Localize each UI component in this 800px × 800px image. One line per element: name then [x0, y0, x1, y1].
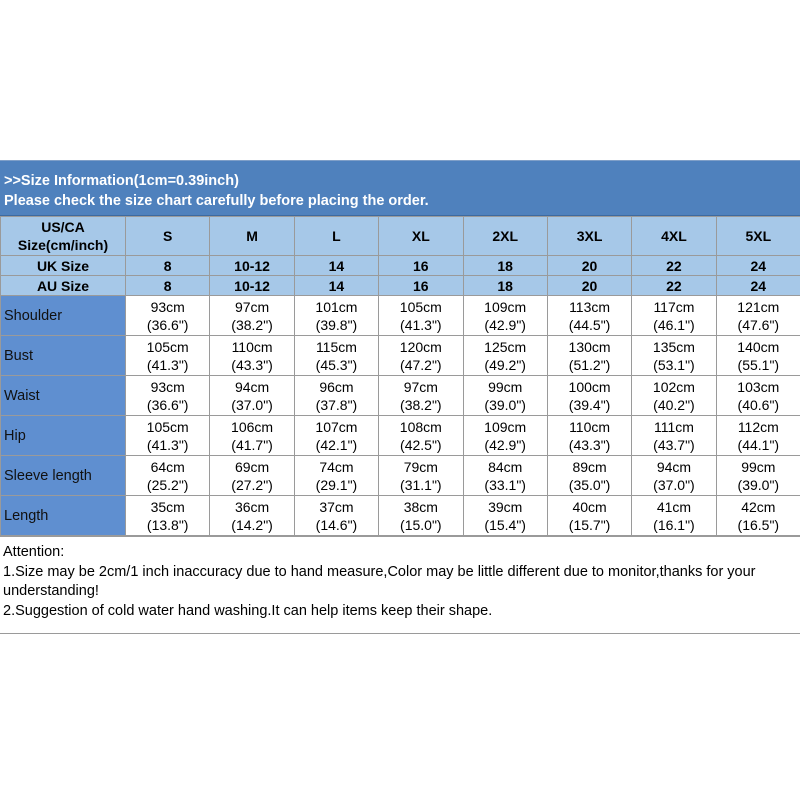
measurement-cell — [547, 496, 631, 536]
cm-value: 109cm — [484, 298, 527, 315]
cm-value: 110cm — [231, 338, 273, 355]
inch-value: (37.8") — [315, 396, 358, 413]
inch-value: (44.5") — [568, 316, 611, 333]
cm-value: 106cm — [231, 418, 274, 435]
cm-value: 40cm — [572, 498, 607, 515]
measurement-cell — [294, 336, 378, 376]
inch-value: (36.6") — [146, 316, 189, 333]
inch-value: (47.6") — [737, 316, 780, 333]
inch-value: (37.0") — [653, 476, 695, 493]
inch-value: (39.0") — [737, 476, 780, 493]
au-size-cell: 10-12 — [210, 276, 294, 296]
inch-value: (43.3") — [231, 356, 273, 373]
inch-value: (49.2") — [484, 356, 526, 373]
measurement-cell — [210, 456, 294, 496]
uk-size-cell: 10-12 — [210, 256, 294, 276]
measurement-cell — [126, 496, 210, 536]
measurement-cell — [294, 376, 378, 416]
cm-value: 105cm — [146, 338, 189, 355]
measurement-cell — [716, 336, 800, 376]
measurement-cell — [379, 416, 463, 456]
measurement-label: Sleeve length — [1, 456, 126, 496]
cm-value: 36cm — [234, 498, 270, 515]
cm-value: 110cm — [569, 418, 611, 435]
inch-value: (47.2") — [400, 356, 442, 373]
measurement-row — [1, 496, 800, 536]
inch-value: (41.3") — [146, 356, 189, 373]
measurement-row — [1, 416, 800, 456]
inch-value: (16.5") — [737, 516, 780, 533]
inch-value: (15.7") — [568, 516, 611, 533]
inch-value: (41.3") — [400, 316, 442, 333]
measurement-cell — [379, 496, 463, 536]
inch-value: (16.1") — [653, 516, 695, 533]
us-size-label-line2: Size(cm/inch) — [17, 237, 109, 253]
inch-value: (39.8") — [315, 316, 358, 333]
measurement-cell — [632, 416, 716, 456]
measurement-cell — [126, 416, 210, 456]
uk-size-cell: 8 — [126, 256, 210, 276]
size-header-cell: S — [126, 217, 210, 256]
measurement-cell — [632, 376, 716, 416]
au-size-cell: 24 — [716, 276, 800, 296]
measurement-cell — [463, 416, 547, 456]
uk-size-row — [1, 256, 800, 276]
cm-value: 64cm — [150, 458, 185, 475]
cm-value: 99cm — [488, 378, 523, 395]
au-size-label: AU Size — [1, 276, 126, 296]
attention-note-2: 2.Suggestion of cold water hand washing.It can help items keep their shape. — [3, 602, 493, 619]
cm-value: 113cm — [569, 298, 611, 315]
cm-value: 109cm — [484, 418, 527, 435]
measurement-cell — [463, 456, 547, 496]
measurement-cell — [547, 456, 631, 496]
measurement-cell — [716, 496, 800, 536]
size-header-cell: 4XL — [632, 217, 716, 256]
cm-value: 125cm — [484, 338, 527, 355]
cm-value: 97cm — [234, 298, 270, 315]
cm-value: 120cm — [399, 338, 442, 355]
size-chart-sheet — [0, 160, 800, 634]
cm-value: 102cm — [652, 378, 695, 395]
cm-value: 94cm — [656, 458, 692, 475]
inch-value: (51.2") — [568, 356, 611, 373]
inch-value: (43.3") — [568, 436, 611, 453]
inch-value: (41.7") — [231, 436, 273, 453]
uk-size-cell: 20 — [547, 256, 631, 276]
inch-value: (41.3") — [146, 436, 189, 453]
inch-value: (46.1") — [653, 316, 695, 333]
au-size-cell: 22 — [632, 276, 716, 296]
uk-size-cell: 16 — [379, 256, 463, 276]
inch-value: (35.0") — [568, 476, 611, 493]
cm-value: 103cm — [737, 378, 780, 395]
measurement-cell — [716, 416, 800, 456]
cm-value: 140cm — [737, 338, 780, 355]
measurement-cell — [632, 456, 716, 496]
us-size-label-line1: US/CA — [41, 219, 85, 235]
measurement-row — [1, 376, 800, 416]
size-header-cell: 3XL — [547, 217, 631, 256]
inch-value: (39.4") — [568, 396, 611, 413]
measurement-cell — [210, 336, 294, 376]
inch-value: (27.2") — [231, 476, 273, 493]
measurement-label: Waist — [1, 376, 126, 416]
measurement-cell — [294, 496, 378, 536]
measurement-cell — [716, 456, 800, 496]
cm-value: 84cm — [488, 458, 523, 475]
size-info-banner — [0, 160, 800, 216]
cm-value: 99cm — [741, 458, 776, 475]
attention-note-1: 1.Size may be 2cm/1 inch inaccuracy due to hand measure,Color may be little different due to monitor,thanks for your understanding! — [3, 563, 756, 599]
inch-value: (36.6") — [146, 396, 189, 413]
cm-value: 100cm — [568, 378, 611, 395]
inch-value: (37.0") — [231, 396, 273, 413]
au-size-cell: 16 — [379, 276, 463, 296]
uk-size-label: UK Size — [1, 256, 126, 276]
measurement-cell — [632, 296, 716, 336]
uk-size-cell: 14 — [294, 256, 378, 276]
cm-value: 37cm — [319, 498, 354, 515]
inch-value: (45.3") — [315, 356, 358, 373]
cm-value: 117cm — [653, 298, 695, 315]
measurement-cell — [632, 336, 716, 376]
cm-value: 39cm — [488, 498, 523, 515]
inch-value: (42.9") — [484, 436, 526, 453]
cm-value: 79cm — [403, 458, 438, 475]
measurement-cell — [547, 376, 631, 416]
cm-value: 105cm — [399, 298, 442, 315]
measurement-cell — [463, 336, 547, 376]
measurement-cell — [716, 376, 800, 416]
cm-value: 41cm — [656, 498, 692, 515]
banner-title: >>Size Information(1cm=0.39inch) — [4, 173, 239, 189]
measurement-cell — [547, 336, 631, 376]
inch-value: (29.1") — [315, 476, 358, 493]
uk-size-cell: 18 — [463, 256, 547, 276]
inch-value: (43.7") — [653, 436, 695, 453]
cm-value: 69cm — [234, 458, 270, 475]
cm-value: 97cm — [403, 378, 438, 395]
inch-value: (33.1") — [484, 476, 526, 493]
size-header-cell: 2XL — [463, 217, 547, 256]
cm-value: 101cm — [315, 298, 358, 315]
au-size-cell: 8 — [126, 276, 210, 296]
inch-value: (42.9") — [484, 316, 526, 333]
inch-value: (25.2") — [146, 476, 189, 493]
cm-value: 115cm — [315, 338, 357, 355]
measurement-cell — [126, 376, 210, 416]
au-size-cell: 14 — [294, 276, 378, 296]
measurement-cell — [126, 296, 210, 336]
us-size-row — [1, 217, 800, 256]
us-size-label — [1, 217, 126, 256]
inch-value: (15.4") — [484, 516, 526, 533]
measurement-row — [1, 456, 800, 496]
cm-value: 94cm — [234, 378, 270, 395]
cm-value: 93cm — [150, 378, 185, 395]
inch-value: (14.6") — [315, 516, 358, 533]
measurement-cell — [379, 336, 463, 376]
au-size-cell: 20 — [547, 276, 631, 296]
cm-value: 111cm — [653, 418, 694, 435]
cm-value: 130cm — [568, 338, 611, 355]
measurement-cell — [379, 296, 463, 336]
cm-value: 38cm — [403, 498, 438, 515]
attention-title: Attention: — [3, 544, 65, 560]
measurement-cell — [463, 376, 547, 416]
size-header-cell: XL — [379, 217, 463, 256]
inch-value: (14.2") — [231, 516, 273, 533]
inch-value: (15.0") — [400, 516, 442, 533]
size-header-cell: L — [294, 217, 378, 256]
measurement-cell — [126, 456, 210, 496]
cm-value: 42cm — [741, 498, 776, 515]
banner-subtitle: Please check the size chart carefully before placing the order. — [4, 193, 429, 209]
cm-value: 96cm — [319, 378, 354, 395]
inch-value: (42.1") — [315, 436, 358, 453]
measurement-cell — [294, 416, 378, 456]
inch-value: (31.1") — [400, 476, 442, 493]
inch-value: (53.1") — [653, 356, 695, 373]
inch-value: (38.2") — [231, 316, 273, 333]
inch-value: (40.6") — [737, 396, 780, 413]
measurement-cell — [210, 376, 294, 416]
uk-size-cell: 22 — [632, 256, 716, 276]
attention-notes — [0, 536, 800, 634]
measurement-cell — [210, 296, 294, 336]
size-table — [0, 216, 800, 536]
measurement-cell — [210, 416, 294, 456]
measurement-row — [1, 336, 800, 376]
cm-value: 107cm — [315, 418, 358, 435]
cm-value: 105cm — [146, 418, 189, 435]
measurement-label: Shoulder — [1, 296, 126, 336]
size-header-cell: 5XL — [716, 217, 800, 256]
measurement-label: Length — [1, 496, 126, 536]
inch-value: (13.8") — [146, 516, 189, 533]
inch-value: (44.1") — [737, 436, 780, 453]
measurement-row — [1, 296, 800, 336]
cm-value: 93cm — [150, 298, 185, 315]
cm-value: 35cm — [150, 498, 185, 515]
measurement-cell — [210, 496, 294, 536]
measurement-cell — [632, 496, 716, 536]
measurement-label: Bust — [1, 336, 126, 376]
measurement-cell — [379, 376, 463, 416]
cm-value: 108cm — [399, 418, 442, 435]
inch-value: (40.2") — [653, 396, 695, 413]
measurement-cell — [126, 336, 210, 376]
measurement-cell — [716, 296, 800, 336]
cm-value: 135cm — [652, 338, 695, 355]
measurement-cell — [463, 496, 547, 536]
au-size-row — [1, 276, 800, 296]
inch-value: (38.2") — [400, 396, 442, 413]
measurement-cell — [547, 296, 631, 336]
uk-size-cell: 24 — [716, 256, 800, 276]
measurement-cell — [463, 296, 547, 336]
cm-value: 121cm — [737, 298, 780, 315]
cm-value: 74cm — [319, 458, 354, 475]
inch-value: (39.0") — [484, 396, 526, 413]
measurement-cell — [294, 296, 378, 336]
measurement-cell — [294, 456, 378, 496]
measurement-cell — [547, 416, 631, 456]
cm-value: 112cm — [737, 418, 779, 435]
au-size-cell: 18 — [463, 276, 547, 296]
measurement-label: Hip — [1, 416, 126, 456]
inch-value: (42.5") — [400, 436, 442, 453]
size-header-cell: M — [210, 217, 294, 256]
measurement-cell — [379, 456, 463, 496]
inch-value: (55.1") — [737, 356, 780, 373]
cm-value: 89cm — [572, 458, 607, 475]
